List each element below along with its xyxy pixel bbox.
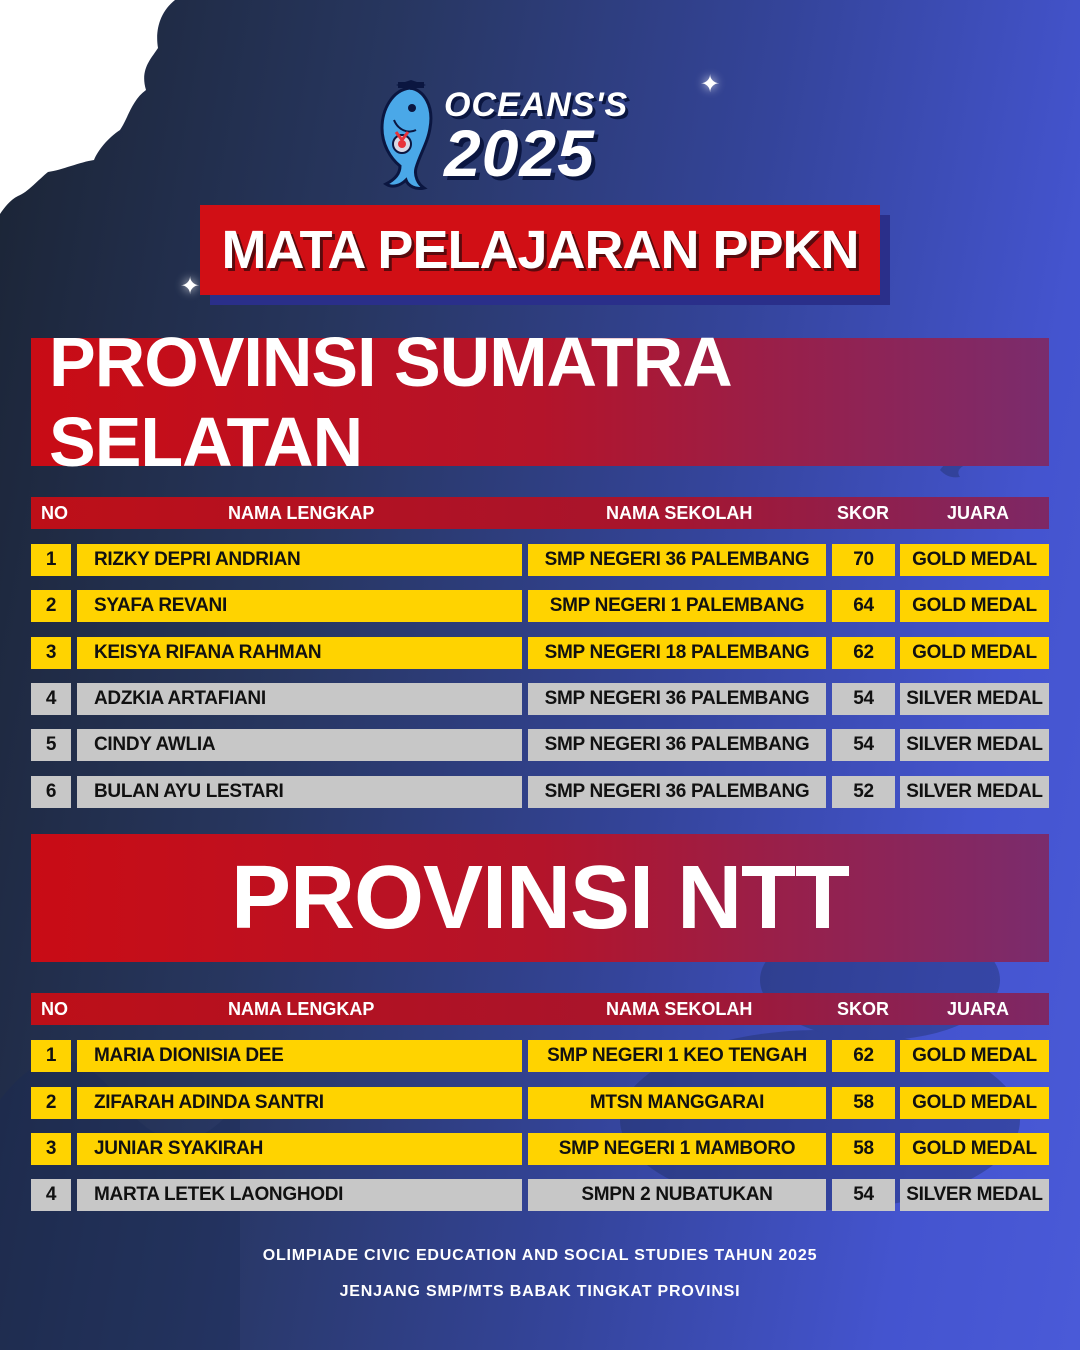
cell-score: 54 — [832, 729, 895, 761]
cell-score: 58 — [832, 1087, 895, 1119]
header-name: NAMA LENGKAP — [228, 503, 375, 523]
cell-school: SMP NEGERI 36 PALEMBANG — [528, 683, 826, 715]
table-row — [31, 683, 1049, 715]
subject-banner — [200, 205, 880, 295]
header-name: NAMA LENGKAP — [228, 999, 375, 1019]
cell-no: 6 — [31, 776, 71, 808]
cell-award: SILVER MEDAL — [900, 683, 1049, 715]
cell-name: RIZKY DEPRI ANDRIAN — [77, 544, 522, 576]
cell-name: BULAN AYU LESTARI — [77, 776, 522, 808]
cell-award: GOLD MEDAL — [900, 1087, 1049, 1119]
sparkle-icon: ✦ — [180, 273, 201, 300]
cell-award: SILVER MEDAL — [900, 1179, 1049, 1211]
dolphin-mascot-icon — [372, 80, 442, 192]
cell-score: 62 — [832, 637, 895, 669]
cell-name: JUNIAR SYAKIRAH — [77, 1133, 522, 1165]
table-header — [31, 497, 1049, 529]
cell-score: 58 — [832, 1133, 895, 1165]
province-title: PROVINSI NTT — [230, 847, 850, 948]
table-row — [31, 1087, 1049, 1119]
cell-school: SMP NEGERI 36 PALEMBANG — [528, 776, 826, 808]
cell-school: SMP NEGERI 18 PALEMBANG — [528, 637, 826, 669]
header-school: NAMA SEKOLAH — [606, 503, 753, 523]
cell-no: 2 — [31, 1087, 71, 1119]
table-row — [31, 1133, 1049, 1165]
cell-score: 62 — [832, 1040, 895, 1072]
cell-award: SILVER MEDAL — [900, 776, 1049, 808]
cell-name: CINDY AWLIA — [77, 729, 522, 761]
sparkle-icon: ✦ — [700, 71, 721, 98]
table-row — [31, 729, 1049, 761]
cell-name: MARIA DIONISIA DEE — [77, 1040, 522, 1072]
table-row — [31, 590, 1049, 622]
cell-award: GOLD MEDAL — [900, 637, 1049, 669]
event-logo — [372, 71, 721, 192]
table-row — [31, 1179, 1049, 1211]
table-row — [31, 637, 1049, 669]
cell-award: GOLD MEDAL — [900, 1040, 1049, 1072]
table-row — [31, 1040, 1049, 1072]
table-row — [31, 544, 1049, 576]
cell-score: 70 — [832, 544, 895, 576]
header-school: NAMA SEKOLAH — [606, 999, 753, 1019]
table-row — [31, 776, 1049, 808]
cell-school: SMP NEGERI 36 PALEMBANG — [528, 544, 826, 576]
province-banner — [31, 323, 1049, 481]
cell-name: ZIFARAH ADINDA SANTRI — [77, 1087, 522, 1119]
cell-name: ADZKIA ARTAFIANI — [77, 683, 522, 715]
logo-title: OCEANS'S — [444, 86, 629, 124]
cell-no: 3 — [31, 1133, 71, 1165]
cell-school: SMP NEGERI 1 MAMBORO — [528, 1133, 826, 1165]
cell-school: SMP NEGERI 36 PALEMBANG — [528, 729, 826, 761]
cell-no: 1 — [31, 1040, 71, 1072]
cell-score: 52 — [832, 776, 895, 808]
cell-school: SMP NEGERI 1 KEO TENGAH — [528, 1040, 826, 1072]
cell-school: MTSN MANGGARAI — [528, 1087, 826, 1119]
cell-award: SILVER MEDAL — [900, 729, 1049, 761]
cell-score: 64 — [832, 590, 895, 622]
cell-score: 54 — [832, 1179, 895, 1211]
cell-name: MARTA LETEK LAONGHODI — [77, 1179, 522, 1211]
cell-score: 54 — [832, 683, 895, 715]
cell-no: 4 — [31, 683, 71, 715]
footer-line-1: OLIMPIADE CIVIC EDUCATION AND SOCIAL STUDIES TAHUN 2025 — [262, 1247, 818, 1264]
cell-school: SMP NEGERI 1 PALEMBANG — [528, 590, 826, 622]
cell-name: SYAFA REVANI — [77, 590, 522, 622]
cell-no: 2 — [31, 590, 71, 622]
province-banner — [31, 834, 1049, 962]
cell-school: SMPN 2 NUBATUKAN — [528, 1179, 826, 1211]
cell-name: KEISYA RIFANA RAHMAN — [77, 637, 522, 669]
cell-no: 3 — [31, 637, 71, 669]
header-no: NO — [41, 999, 68, 1019]
province-title: PROVINSI SUMATRA SELATAN — [49, 323, 730, 481]
cell-award: GOLD MEDAL — [900, 544, 1049, 576]
cell-award: GOLD MEDAL — [900, 1133, 1049, 1165]
header-score: SKOR — [837, 999, 890, 1019]
table-header — [31, 993, 1049, 1025]
header-award: JUARA — [947, 503, 1010, 523]
header-award: JUARA — [947, 999, 1010, 1019]
cell-no: 5 — [31, 729, 71, 761]
subject-title: MATA PELAJARAN PPKN — [221, 220, 859, 280]
header-no: NO — [41, 503, 68, 523]
logo-year: 2025 — [444, 116, 595, 190]
header-score: SKOR — [837, 503, 890, 523]
cell-award: GOLD MEDAL — [900, 590, 1049, 622]
cell-no: 4 — [31, 1179, 71, 1211]
cell-no: 1 — [31, 544, 71, 576]
footer-line-2: JENJANG SMP/MTS BABAK TINGKAT PROVINSI — [339, 1283, 741, 1300]
